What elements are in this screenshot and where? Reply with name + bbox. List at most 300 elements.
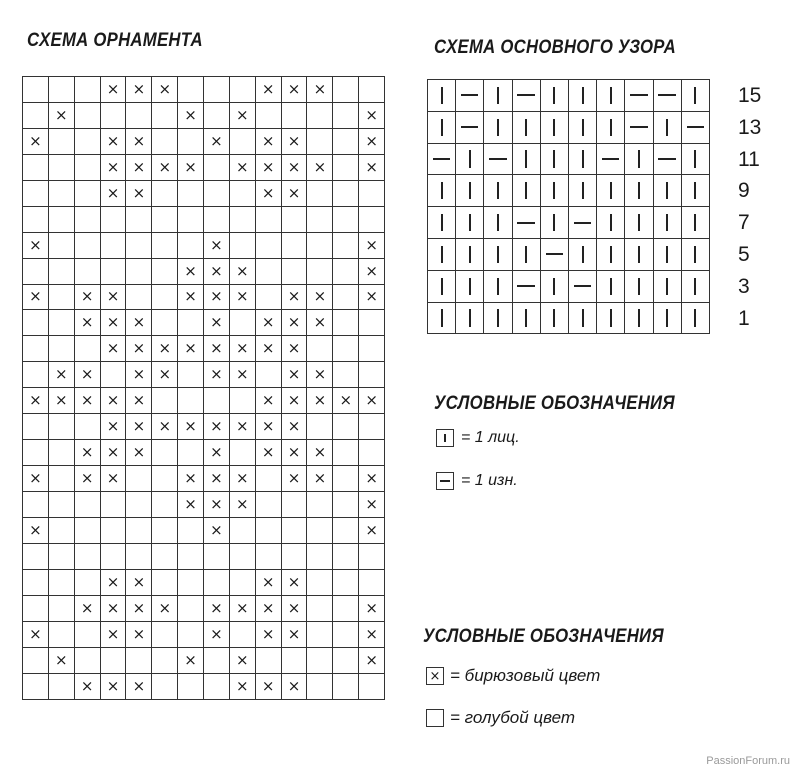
ornament-cell-turquoise: × <box>230 674 256 700</box>
ornament-cell-turquoise: × <box>307 285 333 311</box>
ornament-cell-turquoise: × <box>23 466 49 492</box>
ornament-cell-turquoise: × <box>256 77 282 103</box>
ornament-cell-blue <box>49 77 75 103</box>
ornament-cell-turquoise: × <box>230 285 256 311</box>
ornament-cell-blue <box>333 570 359 596</box>
pattern-cell-knit <box>513 144 541 176</box>
ornament-cell-blue <box>23 181 49 207</box>
ornament-cell-blue <box>333 129 359 155</box>
ornament-cell-turquoise: × <box>101 77 127 103</box>
ornament-cell-blue <box>75 518 101 544</box>
ornament-cell-blue <box>23 336 49 362</box>
pattern-cell-knit <box>625 303 653 335</box>
ornament-cell-turquoise: × <box>359 492 385 518</box>
pattern-cell-knit <box>682 271 710 303</box>
pattern-cell-knit <box>456 207 484 239</box>
ornament-cell-turquoise: × <box>178 103 204 129</box>
ornament-cell-blue <box>178 310 204 336</box>
pattern-cell-knit <box>654 271 682 303</box>
ornament-cell-turquoise: × <box>75 388 101 414</box>
ornament-cell-turquoise: × <box>178 466 204 492</box>
pattern-cell-knit <box>428 175 456 207</box>
pattern-cell-knit <box>597 80 625 112</box>
ornament-cell-blue <box>307 622 333 648</box>
pattern-cell-purl <box>625 80 653 112</box>
ornament-cell-turquoise: × <box>256 310 282 336</box>
ornament-cell-blue <box>23 207 49 233</box>
ornament-cell-blue <box>178 129 204 155</box>
ornament-cell-blue <box>101 259 127 285</box>
ornament-cell-turquoise: × <box>282 362 308 388</box>
ornament-cell-blue <box>152 285 178 311</box>
ornament-cell-blue <box>230 622 256 648</box>
pattern-cell-knit <box>456 239 484 271</box>
ornament-cell-turquoise: × <box>178 259 204 285</box>
ornament-cell-turquoise: × <box>101 674 127 700</box>
ornament-cell-blue <box>204 674 230 700</box>
ornament-cell-turquoise: × <box>282 622 308 648</box>
pattern-cell-knit <box>428 303 456 335</box>
ornament-cell-blue <box>307 596 333 622</box>
ornament-cell-blue <box>101 362 127 388</box>
ornament-cell-blue <box>359 440 385 466</box>
ornament-cell-blue <box>333 622 359 648</box>
ornament-cell-blue <box>333 336 359 362</box>
ornament-cell-turquoise: × <box>359 596 385 622</box>
ornament-cell-blue <box>101 648 127 674</box>
ornament-cell-blue <box>23 310 49 336</box>
ornament-cell-blue <box>256 492 282 518</box>
ornament-cell-turquoise: × <box>230 648 256 674</box>
ornament-cell-blue <box>152 310 178 336</box>
ornament-cell-turquoise: × <box>256 388 282 414</box>
ornament-cell-turquoise: × <box>23 129 49 155</box>
ornament-cell-blue <box>256 259 282 285</box>
ornament-cell-blue <box>152 233 178 259</box>
ornament-cell-blue <box>178 77 204 103</box>
ornament-cell-turquoise: × <box>230 362 256 388</box>
pattern-cell-knit <box>541 303 569 335</box>
ornament-cell-blue <box>256 207 282 233</box>
ornament-cell-turquoise: × <box>178 155 204 181</box>
ornament-cell-blue <box>152 207 178 233</box>
ornament-cell-blue <box>75 155 101 181</box>
legend1-item-purl <box>436 472 518 490</box>
pattern-cell-knit <box>428 239 456 271</box>
ornament-cell-blue <box>49 466 75 492</box>
ornament-cell-blue <box>178 674 204 700</box>
ornament-cell-blue <box>333 440 359 466</box>
ornament-cell-blue <box>101 233 127 259</box>
ornament-cell-turquoise: × <box>359 648 385 674</box>
ornament-cell-blue <box>359 570 385 596</box>
ornament-cell-blue <box>204 388 230 414</box>
ornament-cell-blue <box>256 103 282 129</box>
ornament-cell-turquoise: × <box>282 181 308 207</box>
pattern-cell-knit <box>569 144 597 176</box>
ornament-cell-blue <box>178 207 204 233</box>
pattern-cell-knit <box>625 239 653 271</box>
ornament-cell-blue <box>282 103 308 129</box>
ornament-cell-blue <box>75 233 101 259</box>
ornament-cell-turquoise: × <box>204 492 230 518</box>
ornament-cell-blue <box>49 440 75 466</box>
ornament-cell-blue <box>307 336 333 362</box>
ornament-cell-blue <box>333 310 359 336</box>
pattern-cell-purl <box>513 80 541 112</box>
pattern-cell-knit <box>484 175 512 207</box>
ornament-cell-blue <box>152 622 178 648</box>
ornament-cell-blue <box>152 259 178 285</box>
ornament-cell-turquoise: × <box>101 285 127 311</box>
pattern-cell-purl <box>513 271 541 303</box>
pattern-cell-knit <box>484 271 512 303</box>
ornament-cell-blue <box>333 233 359 259</box>
pattern-cell-knit <box>541 175 569 207</box>
ornament-cell-blue <box>307 414 333 440</box>
ornament-cell-blue <box>101 492 127 518</box>
ornament-cell-blue <box>333 285 359 311</box>
legend1-item-knit <box>436 429 520 447</box>
ornament-cell-turquoise: × <box>101 336 127 362</box>
pattern-cell-purl <box>428 144 456 176</box>
ornament-cell-turquoise: × <box>23 233 49 259</box>
ornament-cell-turquoise: × <box>204 596 230 622</box>
ornament-cell-blue <box>75 492 101 518</box>
ornament-cell-blue <box>204 155 230 181</box>
ornament-cell-blue <box>126 544 152 570</box>
ornament-cell-blue <box>256 285 282 311</box>
ornament-cell-blue <box>256 544 282 570</box>
ornament-cell-blue <box>307 207 333 233</box>
row-number: 11 <box>738 147 760 171</box>
knit-symbol-icon <box>436 429 454 447</box>
ornament-cell-blue <box>307 544 333 570</box>
ornament-cell-turquoise: × <box>282 440 308 466</box>
ornament-cell-turquoise: × <box>101 414 127 440</box>
ornament-cell-blue <box>307 103 333 129</box>
ornament-cell-blue <box>152 388 178 414</box>
ornament-cell-blue <box>23 648 49 674</box>
ornament-cell-turquoise: × <box>307 388 333 414</box>
ornament-cell-blue <box>23 596 49 622</box>
ornament-cell-blue <box>282 544 308 570</box>
ornament-cell-blue <box>126 207 152 233</box>
ornament-cell-blue <box>333 362 359 388</box>
ornament-cell-blue <box>178 388 204 414</box>
ornament-cell-turquoise: × <box>282 129 308 155</box>
ornament-cell-blue <box>101 103 127 129</box>
ornament-cell-blue <box>230 440 256 466</box>
pattern-cell-knit <box>682 303 710 335</box>
ornament-cell-blue <box>230 207 256 233</box>
ornament-cell-blue <box>282 648 308 674</box>
ornament-cell-blue <box>359 544 385 570</box>
ornament-cell-blue <box>256 362 282 388</box>
ornament-cell-turquoise: × <box>282 336 308 362</box>
pattern-cell-knit <box>654 207 682 239</box>
pattern-cell-purl <box>682 112 710 144</box>
ornament-cell-turquoise: × <box>359 518 385 544</box>
ornament-cell-blue <box>178 622 204 648</box>
ornament-cell-blue <box>49 492 75 518</box>
ornament-cell-turquoise: × <box>333 388 359 414</box>
ornament-cell-blue <box>333 648 359 674</box>
ornament-cell-turquoise: × <box>204 622 230 648</box>
pattern-cell-knit <box>428 207 456 239</box>
ornament-cell-blue <box>256 648 282 674</box>
pattern-cell-knit <box>654 303 682 335</box>
ornament-cell-blue <box>230 129 256 155</box>
ornament-cell-turquoise: × <box>101 388 127 414</box>
ornament-cell-blue <box>152 129 178 155</box>
ornament-cell-turquoise: × <box>282 285 308 311</box>
ornament-cell-blue <box>333 596 359 622</box>
ornament-cell-blue <box>126 648 152 674</box>
ornament-cell-turquoise: × <box>101 622 127 648</box>
ornament-cell-blue <box>307 570 333 596</box>
ornament-cell-blue <box>230 570 256 596</box>
pattern-cell-knit <box>597 207 625 239</box>
ornament-cell-blue <box>49 310 75 336</box>
ornament-cell-blue <box>75 259 101 285</box>
ornament-cell-blue <box>23 362 49 388</box>
pattern-cell-knit <box>654 239 682 271</box>
pattern-cell-purl <box>597 144 625 176</box>
pattern-cell-knit <box>625 207 653 239</box>
ornament-cell-blue <box>307 674 333 700</box>
ornament-cell-turquoise: × <box>126 440 152 466</box>
ornament-cell-blue <box>230 544 256 570</box>
ornament-cell-blue <box>204 570 230 596</box>
ornament-cell-blue <box>178 181 204 207</box>
legend1-title: УСЛОВНЫЕ ОБОЗНАЧЕНИЯ <box>434 393 675 414</box>
ornament-cell-turquoise: × <box>256 155 282 181</box>
ornament-cell-turquoise: × <box>282 466 308 492</box>
ornament-cell-blue <box>152 440 178 466</box>
ornament-cell-turquoise: × <box>359 103 385 129</box>
pattern-cell-knit <box>428 271 456 303</box>
legend1-purl-label: = 1 изн. <box>461 472 518 489</box>
pattern-cell-purl <box>569 207 597 239</box>
ornament-cell-blue <box>359 362 385 388</box>
ornament-cell-blue <box>126 518 152 544</box>
watermark: PassionForum.ru <box>706 755 790 767</box>
ornament-cell-turquoise: × <box>101 310 127 336</box>
ornament-cell-blue <box>152 570 178 596</box>
ornament-cell-turquoise: × <box>256 129 282 155</box>
ornament-cell-blue <box>49 233 75 259</box>
ornament-cell-blue <box>152 544 178 570</box>
ornament-cell-turquoise: × <box>256 674 282 700</box>
ornament-cell-turquoise: × <box>307 155 333 181</box>
ornament-cell-blue <box>49 129 75 155</box>
pattern-cell-knit <box>625 271 653 303</box>
ornament-cell-turquoise: × <box>359 129 385 155</box>
ornament-cell-turquoise: × <box>204 518 230 544</box>
pattern-cell-knit <box>541 144 569 176</box>
ornament-cell-blue <box>204 648 230 674</box>
ornament-cell-blue <box>204 181 230 207</box>
pattern-cell-purl <box>456 112 484 144</box>
ornament-cell-blue <box>256 466 282 492</box>
ornament-cell-turquoise: × <box>126 674 152 700</box>
ornament-cell-blue <box>23 544 49 570</box>
ornament-cell-blue <box>152 466 178 492</box>
ornament-cell-blue <box>152 518 178 544</box>
ornament-cell-turquoise: × <box>126 129 152 155</box>
ornament-cell-turquoise: × <box>101 181 127 207</box>
ornament-cell-turquoise: × <box>256 181 282 207</box>
ornament-cell-blue <box>75 544 101 570</box>
ornament-cell-blue <box>23 155 49 181</box>
ornament-cell-turquoise: × <box>126 310 152 336</box>
pattern-cell-purl <box>513 207 541 239</box>
row-number: 15 <box>738 84 762 107</box>
ornament-cell-turquoise: × <box>359 622 385 648</box>
row-number: 7 <box>738 211 750 235</box>
ornament-cell-turquoise: × <box>75 440 101 466</box>
ornament-cell-blue <box>230 518 256 544</box>
legend2-title: УСЛОВНЫЕ ОБОЗНАЧЕНИЯ <box>423 626 664 647</box>
ornament-cell-turquoise: × <box>307 77 333 103</box>
pattern-cell-knit <box>484 239 512 271</box>
ornament-chart <box>22 76 385 700</box>
pattern-cell-knit <box>682 80 710 112</box>
ornament-cell-blue <box>49 181 75 207</box>
ornament-cell-turquoise: × <box>152 336 178 362</box>
ornament-cell-blue <box>282 233 308 259</box>
ornament-cell-turquoise: × <box>101 155 127 181</box>
ornament-cell-blue <box>256 518 282 544</box>
ornament-cell-blue <box>333 414 359 440</box>
ornament-cell-blue <box>282 518 308 544</box>
ornament-cell-turquoise: × <box>178 414 204 440</box>
pattern-cell-knit <box>654 112 682 144</box>
ornament-cell-turquoise: × <box>256 622 282 648</box>
ornament-cell-blue <box>75 570 101 596</box>
ornament-cell-blue <box>333 77 359 103</box>
ornament-cell-blue <box>23 492 49 518</box>
pattern-cell-purl <box>484 144 512 176</box>
ornament-cell-blue <box>359 674 385 700</box>
pattern-cell-knit <box>569 112 597 144</box>
ornament-cell-blue <box>49 414 75 440</box>
ornament-cell-blue <box>75 336 101 362</box>
ornament-cell-turquoise: × <box>178 285 204 311</box>
ornament-cell-blue <box>49 622 75 648</box>
ornament-cell-blue <box>256 233 282 259</box>
ornament-cell-blue <box>49 518 75 544</box>
ornament-cell-turquoise: × <box>75 674 101 700</box>
ornament-cell-turquoise: × <box>359 233 385 259</box>
ornament-cell-turquoise: × <box>152 596 178 622</box>
ornament-cell-turquoise: × <box>230 336 256 362</box>
pattern-cell-knit <box>513 303 541 335</box>
ornament-cell-blue <box>126 233 152 259</box>
ornament-cell-turquoise: × <box>126 414 152 440</box>
ornament-cell-blue <box>359 77 385 103</box>
ornament-cell-blue <box>49 544 75 570</box>
ornament-cell-blue <box>152 492 178 518</box>
ornament-cell-blue <box>333 181 359 207</box>
pattern-cell-knit <box>456 175 484 207</box>
ornament-cell-turquoise: × <box>101 596 127 622</box>
pattern-cell-knit <box>682 175 710 207</box>
ornament-cell-blue <box>333 518 359 544</box>
legend2-blue-label: = голубой цвет <box>450 708 576 727</box>
ornament-cell-turquoise: × <box>359 388 385 414</box>
ornament-cell-blue <box>333 544 359 570</box>
ornament-cell-turquoise: × <box>126 181 152 207</box>
cross-symbol-icon: × <box>426 667 444 685</box>
ornament-cell-turquoise: × <box>75 466 101 492</box>
ornament-cell-turquoise: × <box>126 388 152 414</box>
ornament-cell-blue <box>204 77 230 103</box>
ornament-cell-blue <box>126 492 152 518</box>
ornament-cell-blue <box>359 336 385 362</box>
ornament-cell-turquoise: × <box>75 596 101 622</box>
ornament-cell-blue <box>49 596 75 622</box>
ornament-cell-blue <box>75 129 101 155</box>
purl-symbol-icon <box>436 472 454 490</box>
ornament-cell-turquoise: × <box>23 285 49 311</box>
ornament-cell-turquoise: × <box>282 674 308 700</box>
ornament-cell-blue <box>307 129 333 155</box>
ornament-cell-blue <box>126 103 152 129</box>
ornament-cell-turquoise: × <box>126 155 152 181</box>
pattern-cell-knit <box>597 239 625 271</box>
main-pattern-title: СХЕМА ОСНОВНОГО УЗОРА <box>434 37 676 58</box>
ornament-cell-turquoise: × <box>359 285 385 311</box>
ornament-cell-blue <box>230 233 256 259</box>
ornament-cell-blue <box>204 103 230 129</box>
ornament-cell-blue <box>178 362 204 388</box>
ornament-cell-turquoise: × <box>204 362 230 388</box>
pattern-cell-knit <box>569 239 597 271</box>
ornament-cell-blue <box>49 259 75 285</box>
pattern-cell-knit <box>541 112 569 144</box>
ornament-cell-turquoise: × <box>204 414 230 440</box>
ornament-cell-turquoise: × <box>204 129 230 155</box>
ornament-cell-blue <box>152 674 178 700</box>
ornament-cell-blue <box>152 648 178 674</box>
ornament-cell-turquoise: × <box>359 155 385 181</box>
ornament-cell-blue <box>333 207 359 233</box>
ornament-cell-turquoise: × <box>230 103 256 129</box>
ornament-cell-turquoise: × <box>359 466 385 492</box>
pattern-cell-knit <box>484 207 512 239</box>
pattern-cell-knit <box>682 144 710 176</box>
legend2-item-blue <box>426 708 575 728</box>
ornament-cell-turquoise: × <box>204 336 230 362</box>
pattern-cell-knit <box>513 175 541 207</box>
ornament-cell-turquoise: × <box>204 310 230 336</box>
ornament-cell-blue <box>178 596 204 622</box>
ornament-cell-blue <box>126 466 152 492</box>
ornament-cell-turquoise: × <box>126 596 152 622</box>
ornament-cell-turquoise: × <box>204 259 230 285</box>
pattern-cell-knit <box>484 112 512 144</box>
ornament-cell-turquoise: × <box>307 362 333 388</box>
ornament-cell-turquoise: × <box>49 388 75 414</box>
ornament-cell-blue <box>101 518 127 544</box>
ornament-cell-turquoise: × <box>230 492 256 518</box>
ornament-cell-blue <box>75 414 101 440</box>
ornament-cell-turquoise: × <box>178 492 204 518</box>
ornament-cell-blue <box>307 518 333 544</box>
ornament-cell-blue <box>23 77 49 103</box>
